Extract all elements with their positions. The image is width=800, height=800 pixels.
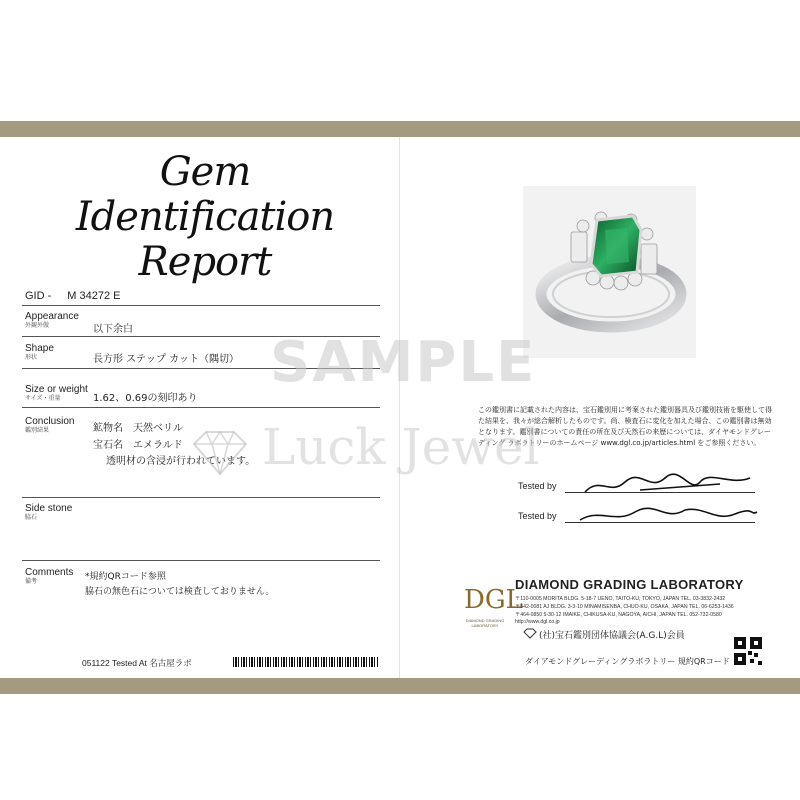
divider xyxy=(22,497,380,498)
address-tokyo: 〒110-0005 MORITA BLDG. 5-18-7 UENO, TAITO-KU, TOKYO, JAPAN TEL. 03-3832-2432 xyxy=(515,596,726,602)
test-location: 051122 Tested At 名古屋ラボ xyxy=(82,658,192,668)
sample-watermark: SAMPLE xyxy=(270,330,537,395)
signature-2-icon xyxy=(575,502,765,528)
divider xyxy=(22,407,380,408)
diamond-icon xyxy=(523,629,537,639)
tested-by-label-1: Tested by xyxy=(518,481,557,491)
svg-text:DGL: DGL xyxy=(464,585,523,615)
conclusion-label-en: Conclusion xyxy=(25,416,75,427)
qr-caption: ダイアモンドグレーディングラボラトリー 規約QRコード xyxy=(525,657,730,666)
size-label-en: Size or weight xyxy=(25,384,88,395)
conclusion-label-jp: 鑑別結果 xyxy=(25,428,50,434)
size-label-jp: サイズ・重量 xyxy=(25,396,61,402)
gid-row xyxy=(25,290,120,302)
title-line-2: Identification xyxy=(75,194,335,240)
lab-name: DIAMOND GRADING LABORATORY xyxy=(515,577,744,592)
association-membership: (社)宝石鑑別団体協議会(A.G.L)会員 xyxy=(539,631,685,641)
lab-website: http://www.dgl.co.jp xyxy=(515,619,560,625)
divider xyxy=(22,560,380,561)
shape-value: 長方形 ステップ カット（隅切） xyxy=(93,354,240,365)
sidestone-label xyxy=(25,503,72,522)
appearance-label-jp: 外観外傲 xyxy=(25,323,50,329)
diamond-watermark-icon xyxy=(190,430,250,476)
gid-label: GID - xyxy=(25,290,52,302)
report-title xyxy=(60,150,350,285)
title-line-1: Gem xyxy=(159,149,251,195)
brand-watermark: Luck Jewel xyxy=(262,418,540,476)
sidestone-label-jp: 脇石 xyxy=(25,515,38,521)
title-line-3: Report xyxy=(138,239,272,285)
gid-value: M 34272 E xyxy=(67,290,121,302)
disclaimer-text: この鑑別書に記載された内容は、宝石鑑別用に考案された鑑別器具及び鑑別技術を駆使して得た結果を、我々が総合解析したものです。尚、検査石に変化を加えた場合、この鑑別書は無効となります。鑑別書についての責任の所在及び天然石の来歴については、ダイヤモンドグレーディング ラボラトリーのホームページ www.dgl.co.jp/articles.html をご参照ください。 xyxy=(478,406,772,447)
shape-label-en: Shape xyxy=(25,343,54,354)
comments-label xyxy=(25,567,73,586)
bottom-border-band xyxy=(0,678,800,694)
qr-code-icon xyxy=(734,637,762,665)
comments-line-2: 脇石の無色石については検査しておりません。 xyxy=(85,587,275,597)
barcode xyxy=(233,657,379,667)
center-fold xyxy=(399,137,400,678)
appearance-value: 以下余白 xyxy=(93,324,133,335)
conclusion-mineral: 鉱物名 天然ベリル xyxy=(93,423,183,434)
comments-label-jp: 備考 xyxy=(25,579,38,585)
conclusion-label xyxy=(25,416,74,435)
tested-by-label-2: Tested by xyxy=(518,511,557,521)
comments-label-en: Comments xyxy=(25,567,74,578)
sidestone-label-en: Side stone xyxy=(25,503,73,514)
address-osaka: 〒542-0081 AJ BLDG. 3-3-10 MINAMISENBA, CHUO-KU, OSAKA, JAPAN TEL. 06-6253-1436 xyxy=(515,604,734,610)
appearance-label xyxy=(25,311,79,330)
address-nagoya: 〒464-0850 5-30-12 IMAIKE, CHIKUSA-KU, NAGOYA, AICHI, JAPAN TEL. 052-732-0580 xyxy=(515,612,722,618)
ring-photo xyxy=(523,186,696,358)
dgl-logo-icon xyxy=(462,580,523,615)
comments-line-1: *規約QRコード参照 xyxy=(85,572,166,582)
dgl-logo-subtitle: DIAMOND GRADING LABORATORY xyxy=(465,618,505,628)
size-value: 1.62、0.69の刻印あり xyxy=(93,393,198,404)
ring-image-icon xyxy=(523,186,696,358)
signature-1-icon xyxy=(580,472,770,498)
shape-label-jp: 形状 xyxy=(25,355,38,361)
conclusion-treatment: 透明材の含浸が行われています。 xyxy=(106,456,256,467)
size-label xyxy=(25,384,88,403)
top-border-band xyxy=(0,121,800,137)
conclusion-gem: 宝石名 エメラルド xyxy=(93,440,183,451)
divider xyxy=(22,305,380,306)
appearance-label-en: Appearance xyxy=(25,311,79,322)
shape-label xyxy=(25,343,54,362)
dgl-logo xyxy=(462,580,523,630)
